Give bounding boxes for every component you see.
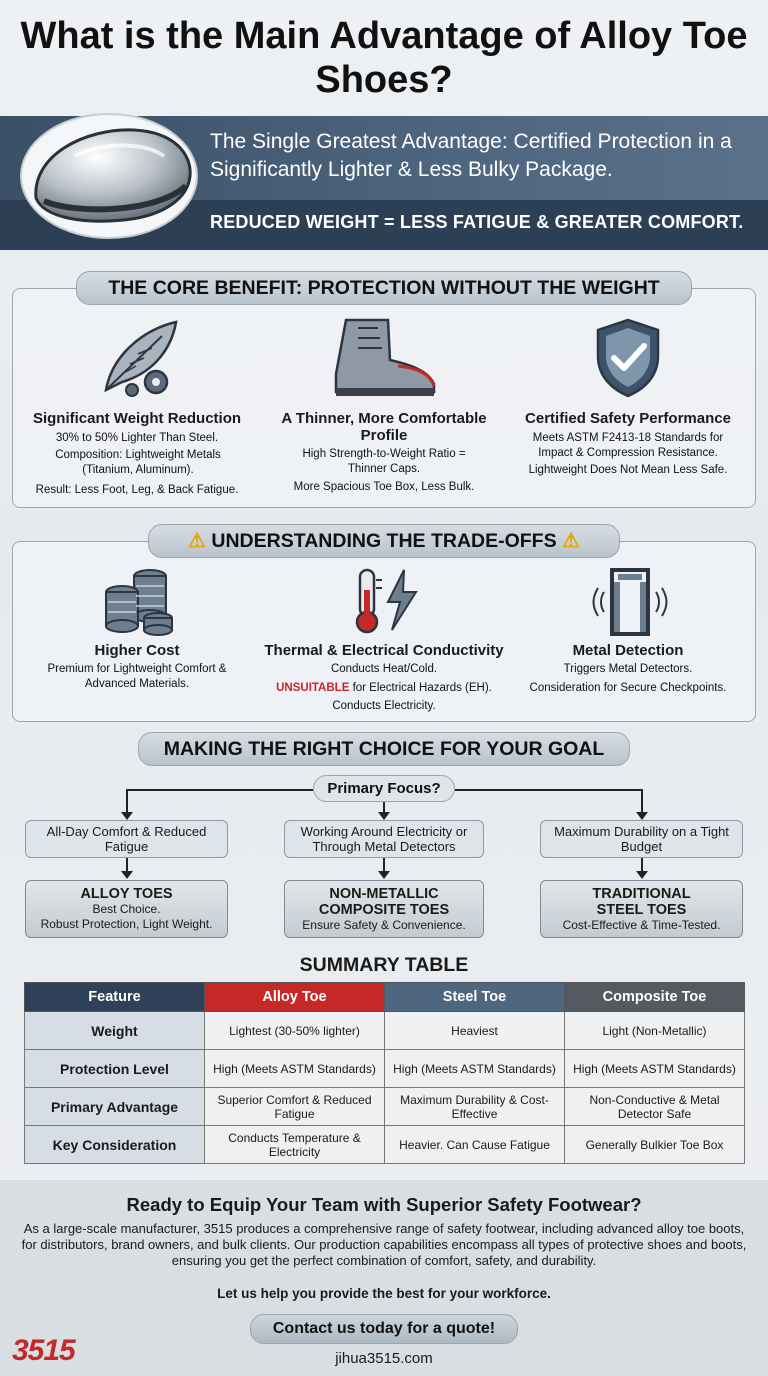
result-alloy-title: ALLOY TOES bbox=[80, 886, 173, 902]
feather-gear-icon bbox=[92, 316, 188, 400]
core-col-3-title: Certified Safety Performance bbox=[525, 410, 731, 427]
result-alloy-line-2: Robust Protection, Light Weight. bbox=[40, 917, 213, 931]
unsuitable-warning: UNSUITABLE bbox=[276, 682, 350, 694]
footer-heading: Ready to Equip Your Team with Superior Safety Footwear? bbox=[126, 1194, 642, 1215]
footer-body: As a large-scale manufacturer, 3515 produces a comprehensive range of safety footwear, including advanced alloy toe boots, for distributors, brand owners, and bulk clients. Our production capabilities encompass all types of protective shoes and boots, ensuring you get the perfect combination of comfort, safety, and durability. bbox=[21, 1221, 747, 1268]
core-col-2-line-2: More Spacious Toe Box, Less Bulk. bbox=[293, 481, 475, 493]
core-col-2-title: A Thinner, More Comfortable Profile bbox=[281, 410, 487, 444]
trade-col-3-title: Metal Detection bbox=[572, 642, 684, 659]
result-alloy-line-1: Best Choice. bbox=[92, 902, 161, 916]
banner-headline: The Single Greatest Advantage: Certified Protection in a Significantly Lighter & Less Bulky Package. bbox=[210, 130, 732, 181]
banner-tagline: REDUCED WEIGHT = LESS FATIGUE & GREATER COMFORT. bbox=[210, 212, 744, 232]
summary-heading: SUMMARY TABLE bbox=[299, 954, 469, 976]
trade-col-1-line-1: Premium for Lightweight Comfort & Advanced Materials. bbox=[47, 663, 227, 690]
table-cell: Protection Level bbox=[25, 1050, 205, 1088]
core-col-3-line-2: Lightweight Does Not Mean Less Safe. bbox=[528, 464, 728, 476]
primary-focus-node: Primary Focus? bbox=[313, 775, 455, 802]
coin-stack-icon bbox=[100, 566, 176, 636]
connector-line bbox=[126, 789, 128, 813]
core-col-3-line-1: Meets ASTM F2413-18 Standards for Impact & Compression Resistance. bbox=[532, 432, 724, 459]
connector-line bbox=[455, 789, 642, 791]
alloy-toe-cap-icon bbox=[14, 106, 204, 242]
result-composite-title: NON-METALLIC COMPOSITE TOES bbox=[318, 885, 450, 918]
table-cell: Conducts Temperature & Electricity bbox=[205, 1126, 385, 1164]
page-title: What is the Main Advantage of Alloy Toe Shoes? bbox=[20, 15, 748, 101]
tradeoffs-heading-text: UNDERSTANDING THE TRADE-OFFS bbox=[211, 530, 557, 552]
summary-table bbox=[24, 982, 745, 1164]
unsuitable-warning-rest: for Electrical Hazards (EH). bbox=[349, 682, 492, 694]
table-cell: Key Consideration bbox=[25, 1126, 205, 1164]
table-row bbox=[25, 1012, 745, 1050]
table-cell: Light (Non-Metallic) bbox=[565, 1012, 745, 1050]
trade-col-2-line-1: Conducts Heat/Cold. bbox=[330, 663, 438, 675]
table-cell: Primary Advantage bbox=[25, 1088, 205, 1126]
trade-col-3-line-1: Triggers Metal Detectors. bbox=[563, 663, 693, 675]
connector-line bbox=[383, 802, 385, 813]
table-header-composite: Composite Toe bbox=[565, 983, 745, 1012]
result-steel-title: TRADITIONAL STEEL TOES bbox=[592, 885, 691, 918]
result-steel-toes bbox=[540, 880, 743, 938]
table-cell: Weight bbox=[25, 1012, 205, 1050]
result-composite-line-1: Ensure Safety & Convenience. bbox=[302, 917, 466, 932]
goal-electricity: Working Around Electricity or Through Metal Detectors bbox=[284, 820, 484, 858]
core-col-1-line-3: Result: Less Foot, Leg, & Back Fatigue. bbox=[35, 484, 239, 496]
warning-icon: ⚠ bbox=[188, 530, 206, 552]
trade-col-3-line-2: Consideration for Secure Checkpoints. bbox=[529, 682, 727, 694]
trade-col-1-title: Higher Cost bbox=[94, 642, 180, 659]
result-composite-toes bbox=[284, 880, 484, 938]
tradeoffs-heading bbox=[148, 524, 620, 558]
table-header-alloy: Alloy Toe bbox=[205, 983, 385, 1012]
table-cell: Heavier. Can Cause Fatigue bbox=[385, 1126, 565, 1164]
table-row bbox=[25, 1126, 745, 1164]
choice-heading: MAKING THE RIGHT CHOICE FOR YOUR GOAL bbox=[138, 732, 630, 766]
table-cell: Maximum Durability & Cost-Effective bbox=[385, 1088, 565, 1126]
connector-line bbox=[641, 789, 643, 813]
table-cell: Non-Conductive & Metal Detector Safe bbox=[565, 1088, 745, 1126]
table-cell: High (Meets ASTM Standards) bbox=[385, 1050, 565, 1088]
core-col-1-line-2: Composition: Lightweight Metals (Titanium, Aluminum). bbox=[55, 449, 221, 476]
table-cell: High (Meets ASTM Standards) bbox=[205, 1050, 385, 1088]
connector-line bbox=[126, 789, 313, 791]
table-row bbox=[25, 1088, 745, 1126]
thermometer-lightning-icon bbox=[350, 566, 420, 636]
core-col-1-title: Significant Weight Reduction bbox=[32, 410, 242, 427]
table-cell: Superior Comfort & Reduced Fatigue bbox=[205, 1088, 385, 1126]
result-alloy-toes bbox=[25, 880, 228, 938]
table-cell: Lightest (30-50% lighter) bbox=[205, 1012, 385, 1050]
table-header-feature: Feature bbox=[25, 983, 205, 1012]
table-cell: High (Meets ASTM Standards) bbox=[565, 1050, 745, 1088]
core-col-1-line-1: 30% to 50% Lighter Than Steel. bbox=[55, 432, 219, 444]
shield-check-icon bbox=[592, 316, 664, 400]
table-cell: Generally Bulkier Toe Box bbox=[565, 1126, 745, 1164]
table-row bbox=[25, 1050, 745, 1088]
trade-col-2-line-3: Conducts Electricity. bbox=[332, 700, 436, 712]
result-steel-line-1: Cost-Effective & Time-Tested. bbox=[562, 917, 721, 932]
brand-logo: 3515 bbox=[12, 1334, 75, 1367]
warning-icon: ⚠ bbox=[562, 530, 580, 552]
trade-col-2-title: Thermal & Electrical Conductivity bbox=[264, 642, 504, 659]
table-header-steel: Steel Toe bbox=[385, 983, 565, 1012]
footer-cta-line: Let us help you provide the best for your workforce. bbox=[217, 1286, 551, 1301]
website-link[interactable]: jihua3515.com bbox=[335, 1350, 433, 1367]
metal-detector-icon bbox=[592, 566, 668, 636]
goal-durability: Maximum Durability on a Tight Budget bbox=[540, 820, 743, 858]
table-cell: Heaviest bbox=[385, 1012, 565, 1050]
core-benefit-heading: THE CORE BENEFIT: PROTECTION WITHOUT THE WEIGHT bbox=[76, 271, 692, 305]
contact-quote-button[interactable]: Contact us today for a quote! bbox=[250, 1314, 518, 1344]
trade-col-2-line-2 bbox=[258, 681, 510, 696]
work-boot-icon bbox=[328, 314, 440, 400]
core-col-2-line-1: High Strength-to-Weight Ratio = Thinner Caps. bbox=[302, 448, 466, 475]
goal-comfort: All-Day Comfort & Reduced Fatigue bbox=[25, 820, 228, 858]
